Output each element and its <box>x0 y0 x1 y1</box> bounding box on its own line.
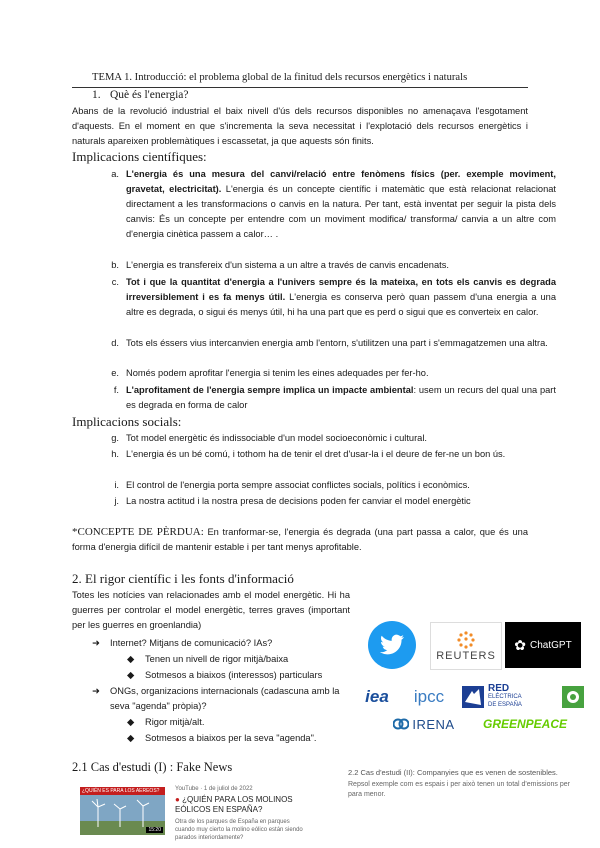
arrow-bullet-1: ➜ <box>92 638 100 648</box>
ipcc-logo: ipcc <box>413 687 445 706</box>
list-item-i: i. El control de l'energia porta sempre associat conflictes socials, polítics i econòmics. <box>114 480 470 490</box>
section-1-number: 1. <box>92 89 101 101</box>
wind-turbines-icon <box>88 797 158 827</box>
ngo-rigor-item: Rigor mitjà/alt. <box>145 717 205 727</box>
case-study-2-title: 2.2 Cas d'estudi (II): Companyies que es venen de sostenibles. <box>348 768 558 777</box>
red-electrica-logo: RED ELÉCTRICA DE ESPAÑA <box>462 683 552 711</box>
youtube-icon: ● <box>175 795 180 804</box>
diamond-bullet-icon: ◆ <box>127 733 135 743</box>
green-seal-logo <box>558 683 588 711</box>
list-item-g: g. Tot model energètic és indissociable d'un model socioeconòmic i cultural. <box>111 433 427 443</box>
ngo-bias-item: Sotmesos a biaixos per la seva "agenda". <box>145 733 317 743</box>
list-item-d: d. Tots els éssers vius intercanvien energia amb l'entorn, s'utilitzen una part i s'emmagatzemen una altra. <box>111 338 548 348</box>
list-item-j: j. La nostra actitud i la nostra presa de decisions poden fer canviar el model energètic <box>114 496 471 506</box>
list-item-c: c. Tot i que la quantitat d'energia a l'univers sempre és la mateixa, en tots els canvis es degrada irreversiblement i es fa menys útil. L'energia es conserva però quan passem d'una energia a una altre es degrada, o sigui és menys útil, hi ha una part que es perd o sigui que es converteix en calor. <box>111 277 557 317</box>
list-item-b: b. L'energia es transfereix d'un sistema a un altre a través de canvis encadenats. <box>111 260 449 270</box>
arrow-bullet-2: ➜ <box>92 686 100 696</box>
section-2-title: 2. El rigor científic i les fonts d'informació <box>72 571 294 586</box>
case-study-2-text: Repsol exemple com es espais i per això tenen un total d'emissions per para menor. <box>348 781 570 798</box>
list-item-a: a. L'energia és una mesura del canvi/relació entre fenòmens físics (per. exemple moviment, gravetat, electricitat). L'energia és un concepte científic i matemàtic que està relacionat relacionat directament a les transformacions o canvis en la natura. Per tant, està inventat per seguir la pista dels canvis: És un concepte per entendre com un moviment modifica/ transforma/ canvia a un altre com d'energia cinètica passem a calor… . <box>111 169 556 239</box>
reuters-logo: REUTERS <box>430 622 502 670</box>
ngo-sources-item: ONGs, organizacions internacionals (cadascuna amb la seva "agenda" pròpia)? <box>110 686 340 711</box>
list-item-f: f. L'aprofitament de l'energia sempre implica un impacte ambiental: usem un recurs del qual una part es degrada en forma de calor <box>113 385 556 410</box>
twitter-logo <box>357 620 427 670</box>
greenpeace-logo: GREENPEACE <box>482 717 568 731</box>
concept-loss-paragraph: *CONCEPTE DE PÈRDUA: En tranformar-se, l'energia és degrada (una part passa a calor, que és una forma d'energia difícil de mantenir estable i per tant menys aprofitable. <box>72 526 528 552</box>
header-rule <box>72 87 528 88</box>
iea-logo: iea <box>365 687 389 706</box>
section-1-title: Què és l'energia? <box>110 89 189 101</box>
page-title: TEMA 1. Introducció: el problema global de la finitud dels recursos energètics i naturals <box>92 72 468 83</box>
diamond-bullet-icon: ◆ <box>127 654 135 664</box>
diamond-bullet-icon: ◆ <box>127 670 135 680</box>
internet-sources-item: Internet? Mitjans de comunicació? IAs? <box>110 638 273 648</box>
list-item-e: e. Només podem aprofitar l'energia si tenim les eines adequades per fer-ho. <box>111 368 429 378</box>
video-meta: YouTube · 1 de juliol de 2022 <box>175 786 253 792</box>
list-item-h: h. L'energia és un bé comú, i tothom ha de tenir el dret d'usar-la i el deure de fer-ne un bon ús. <box>111 449 506 459</box>
chatgpt-logo: ✿ ChatGPT <box>505 622 581 668</box>
video-thumbnail[interactable] <box>80 787 165 835</box>
video-title-link[interactable]: ● ¿QUIÉN PARA LOS MOLINOS EÓLICOS EN ESPAÑA? <box>175 795 293 814</box>
chatgpt-knot-icon: ✿ <box>514 636 527 653</box>
section-2-intro: Totes les notícies van relacionades amb el model energètic. Hi ha guerres per controlar el model energètic, terres graves (important per les guerres en groenlandia) <box>72 590 350 630</box>
irena-logo: IRENA <box>388 712 460 736</box>
diamond-bullet-icon: ◆ <box>127 717 135 727</box>
case-study-1-title: 2.1 Cas d'estudi (I) : Fake News <box>72 760 233 774</box>
thumbnail-caption: ¿QUIÉN ES PARA LOS AEREOS? <box>80 787 165 795</box>
internet-bias-item: Sotmesos a biaixos (interessos) particulars <box>145 670 323 680</box>
social-implications-heading: Implicacions socials: <box>72 414 182 429</box>
section-1-intro: Abans de la revolució industrial el baix nivell d'ús dels recursos disponibles no amenaçava l'esgotament d'aquests. En el moment en que s'incrementa la seva necessitat i l'explotació dels recursos energètics i naturals apareixen problemàtiques i escassetat, ja que aquests són finits. <box>72 106 528 146</box>
video-description: Otra de los parques de España en parques cuando muy cierto la molino eólico están siendo parados interiordamente? <box>175 819 303 841</box>
video-duration: 15:20 <box>148 827 161 833</box>
scientific-implications-heading: Implicacions científiques: <box>72 149 207 164</box>
internet-rigor-item: Tenen un nivell de rigor mitjà/baixa <box>145 654 289 664</box>
